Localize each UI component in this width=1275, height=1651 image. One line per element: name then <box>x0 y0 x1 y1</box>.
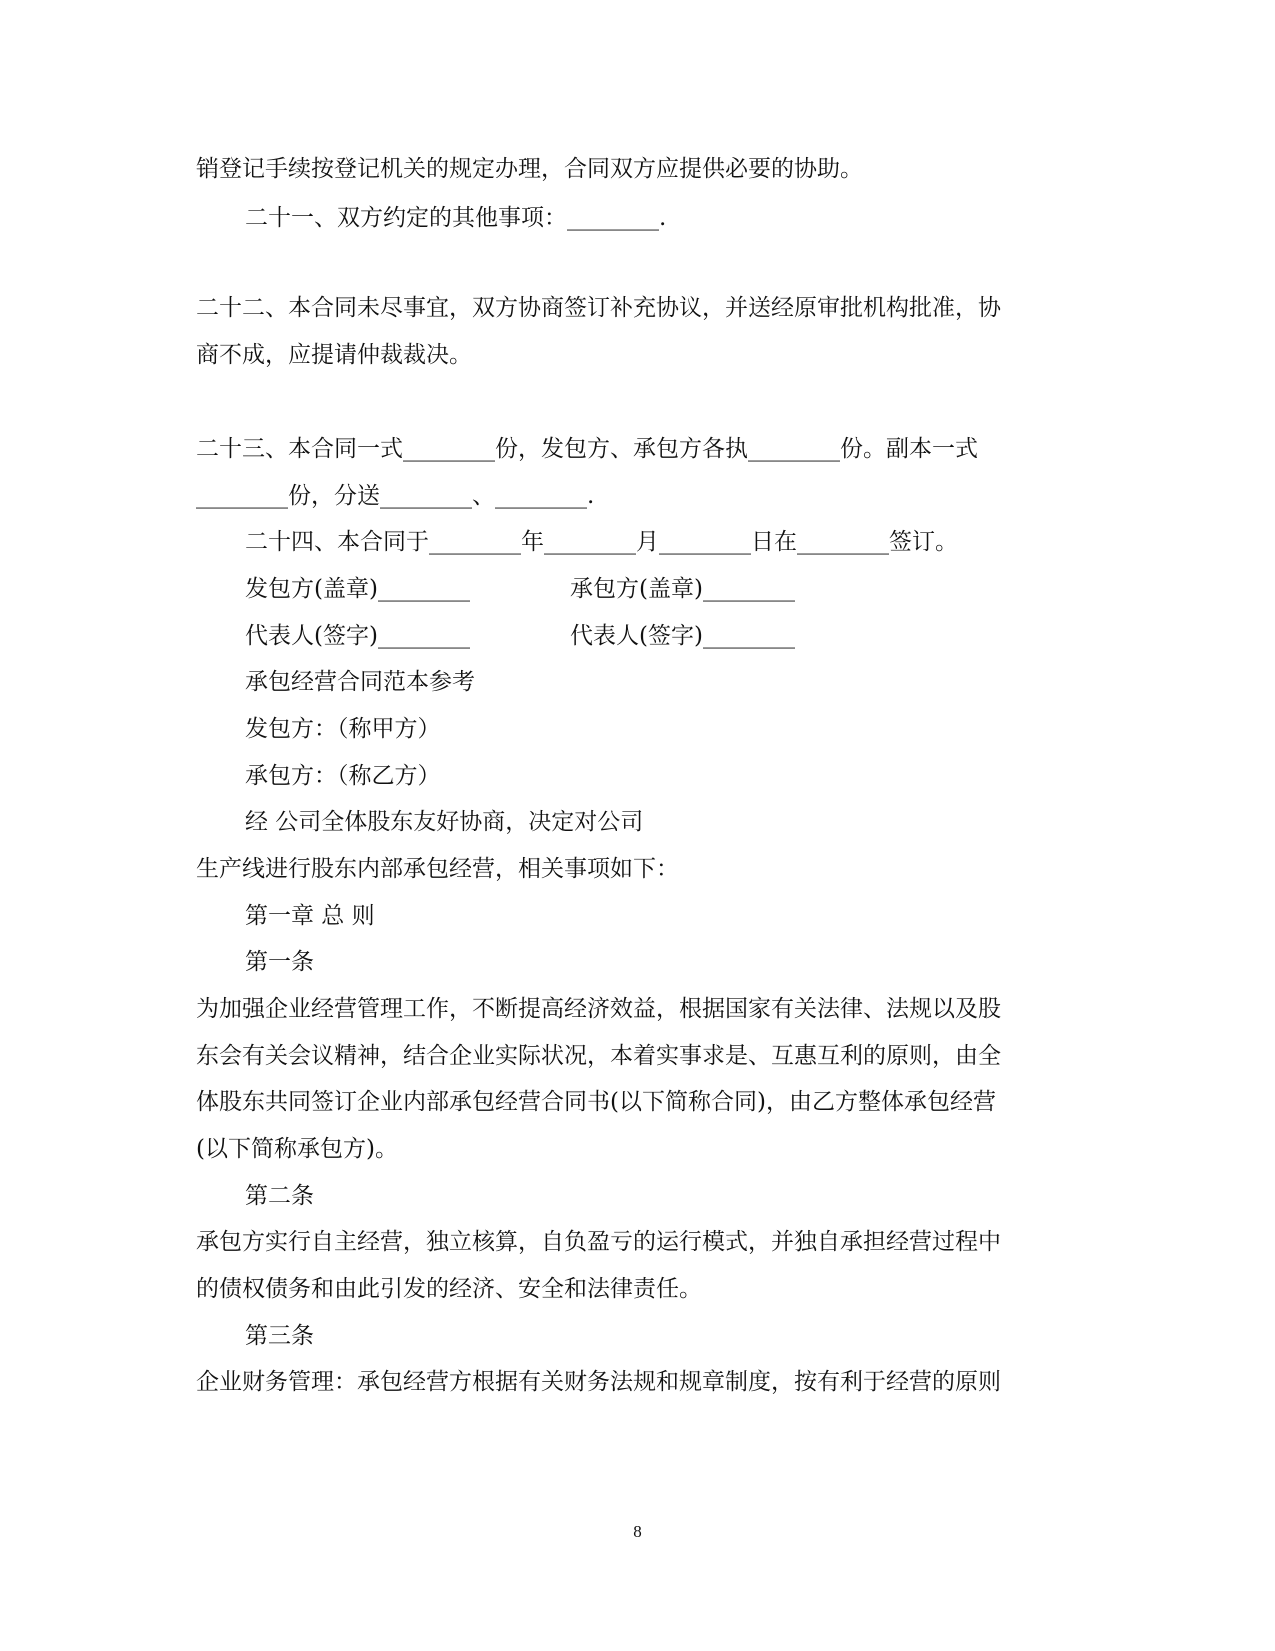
paragraph-line: (以下简称承包方)。 <box>196 1136 398 1162</box>
page-number: 8 <box>633 1522 642 1541</box>
clause-22: 二十二、本合同未尽事宜，双方协商签订补充协议，并送经原审批机构批准，协 <box>196 295 1001 321</box>
paragraph-line: ________份，分送________、________. <box>196 483 595 509</box>
clause-24: 二十四、本合同于________年________月________日在________签订。 <box>245 529 958 555</box>
signature-contractor-seal: 承包方(盖章)________ <box>570 576 795 602</box>
article-heading: 第二条 <box>245 1183 314 1209</box>
section-title: 承包经营合同范本参考 <box>245 669 475 695</box>
signature-issuer-rep: 代表人(签字)________ <box>245 623 470 649</box>
article-heading: 第三条 <box>245 1323 314 1349</box>
signature-issuer-seal: 发包方(盖章)________ <box>245 576 470 602</box>
paragraph-line: 承包方实行自主经营，独立核算，自负盈亏的运行模式，并独自承担经营过程中 <box>196 1229 1001 1255</box>
paragraph-line: 企业财务管理：承包经营方根据有关财务法规和规章制度，按有利于经营的原则 <box>196 1369 1001 1395</box>
party-a: 发包方：（称甲方） <box>245 716 441 742</box>
paragraph-line: 商不成，应提请仲裁裁决。 <box>196 342 472 368</box>
chapter-heading: 第一章 总 则 <box>245 903 375 929</box>
article-heading: 第一条 <box>245 949 314 975</box>
paragraph-line: 体股东共同签订企业内部承包经营合同书(以下简称合同)，由乙方整体承包经营 <box>196 1089 996 1115</box>
clause-21: 二十一、双方约定的其他事项：________. <box>245 205 667 231</box>
signature-contractor-rep: 代表人(签字)________ <box>570 623 795 649</box>
paragraph-line: 销登记手续按登记机关的规定办理，合同双方应提供必要的协助。 <box>196 156 863 182</box>
paragraph-line: 东会有关会议精神，结合企业实际状况，本着实事求是、互惠互利的原则，由全 <box>196 1043 1001 1069</box>
paragraph-line: 的债权债务和由此引发的经济、安全和法律责任。 <box>196 1276 702 1302</box>
party-b: 承包方：（称乙方） <box>245 763 441 789</box>
paragraph-line: 为加强企业经营管理工作，不断提高经济效益，根据国家有关法律、法规以及股 <box>196 996 1001 1022</box>
paragraph-line: 生产线进行股东内部承包经营，相关事项如下： <box>196 856 679 882</box>
clause-23: 二十三、本合同一式________份，发包方、承包方各执________份。副本一式 <box>196 436 978 462</box>
paragraph-line: 经 公司全体股东友好协商，决定对公司 <box>245 809 644 835</box>
